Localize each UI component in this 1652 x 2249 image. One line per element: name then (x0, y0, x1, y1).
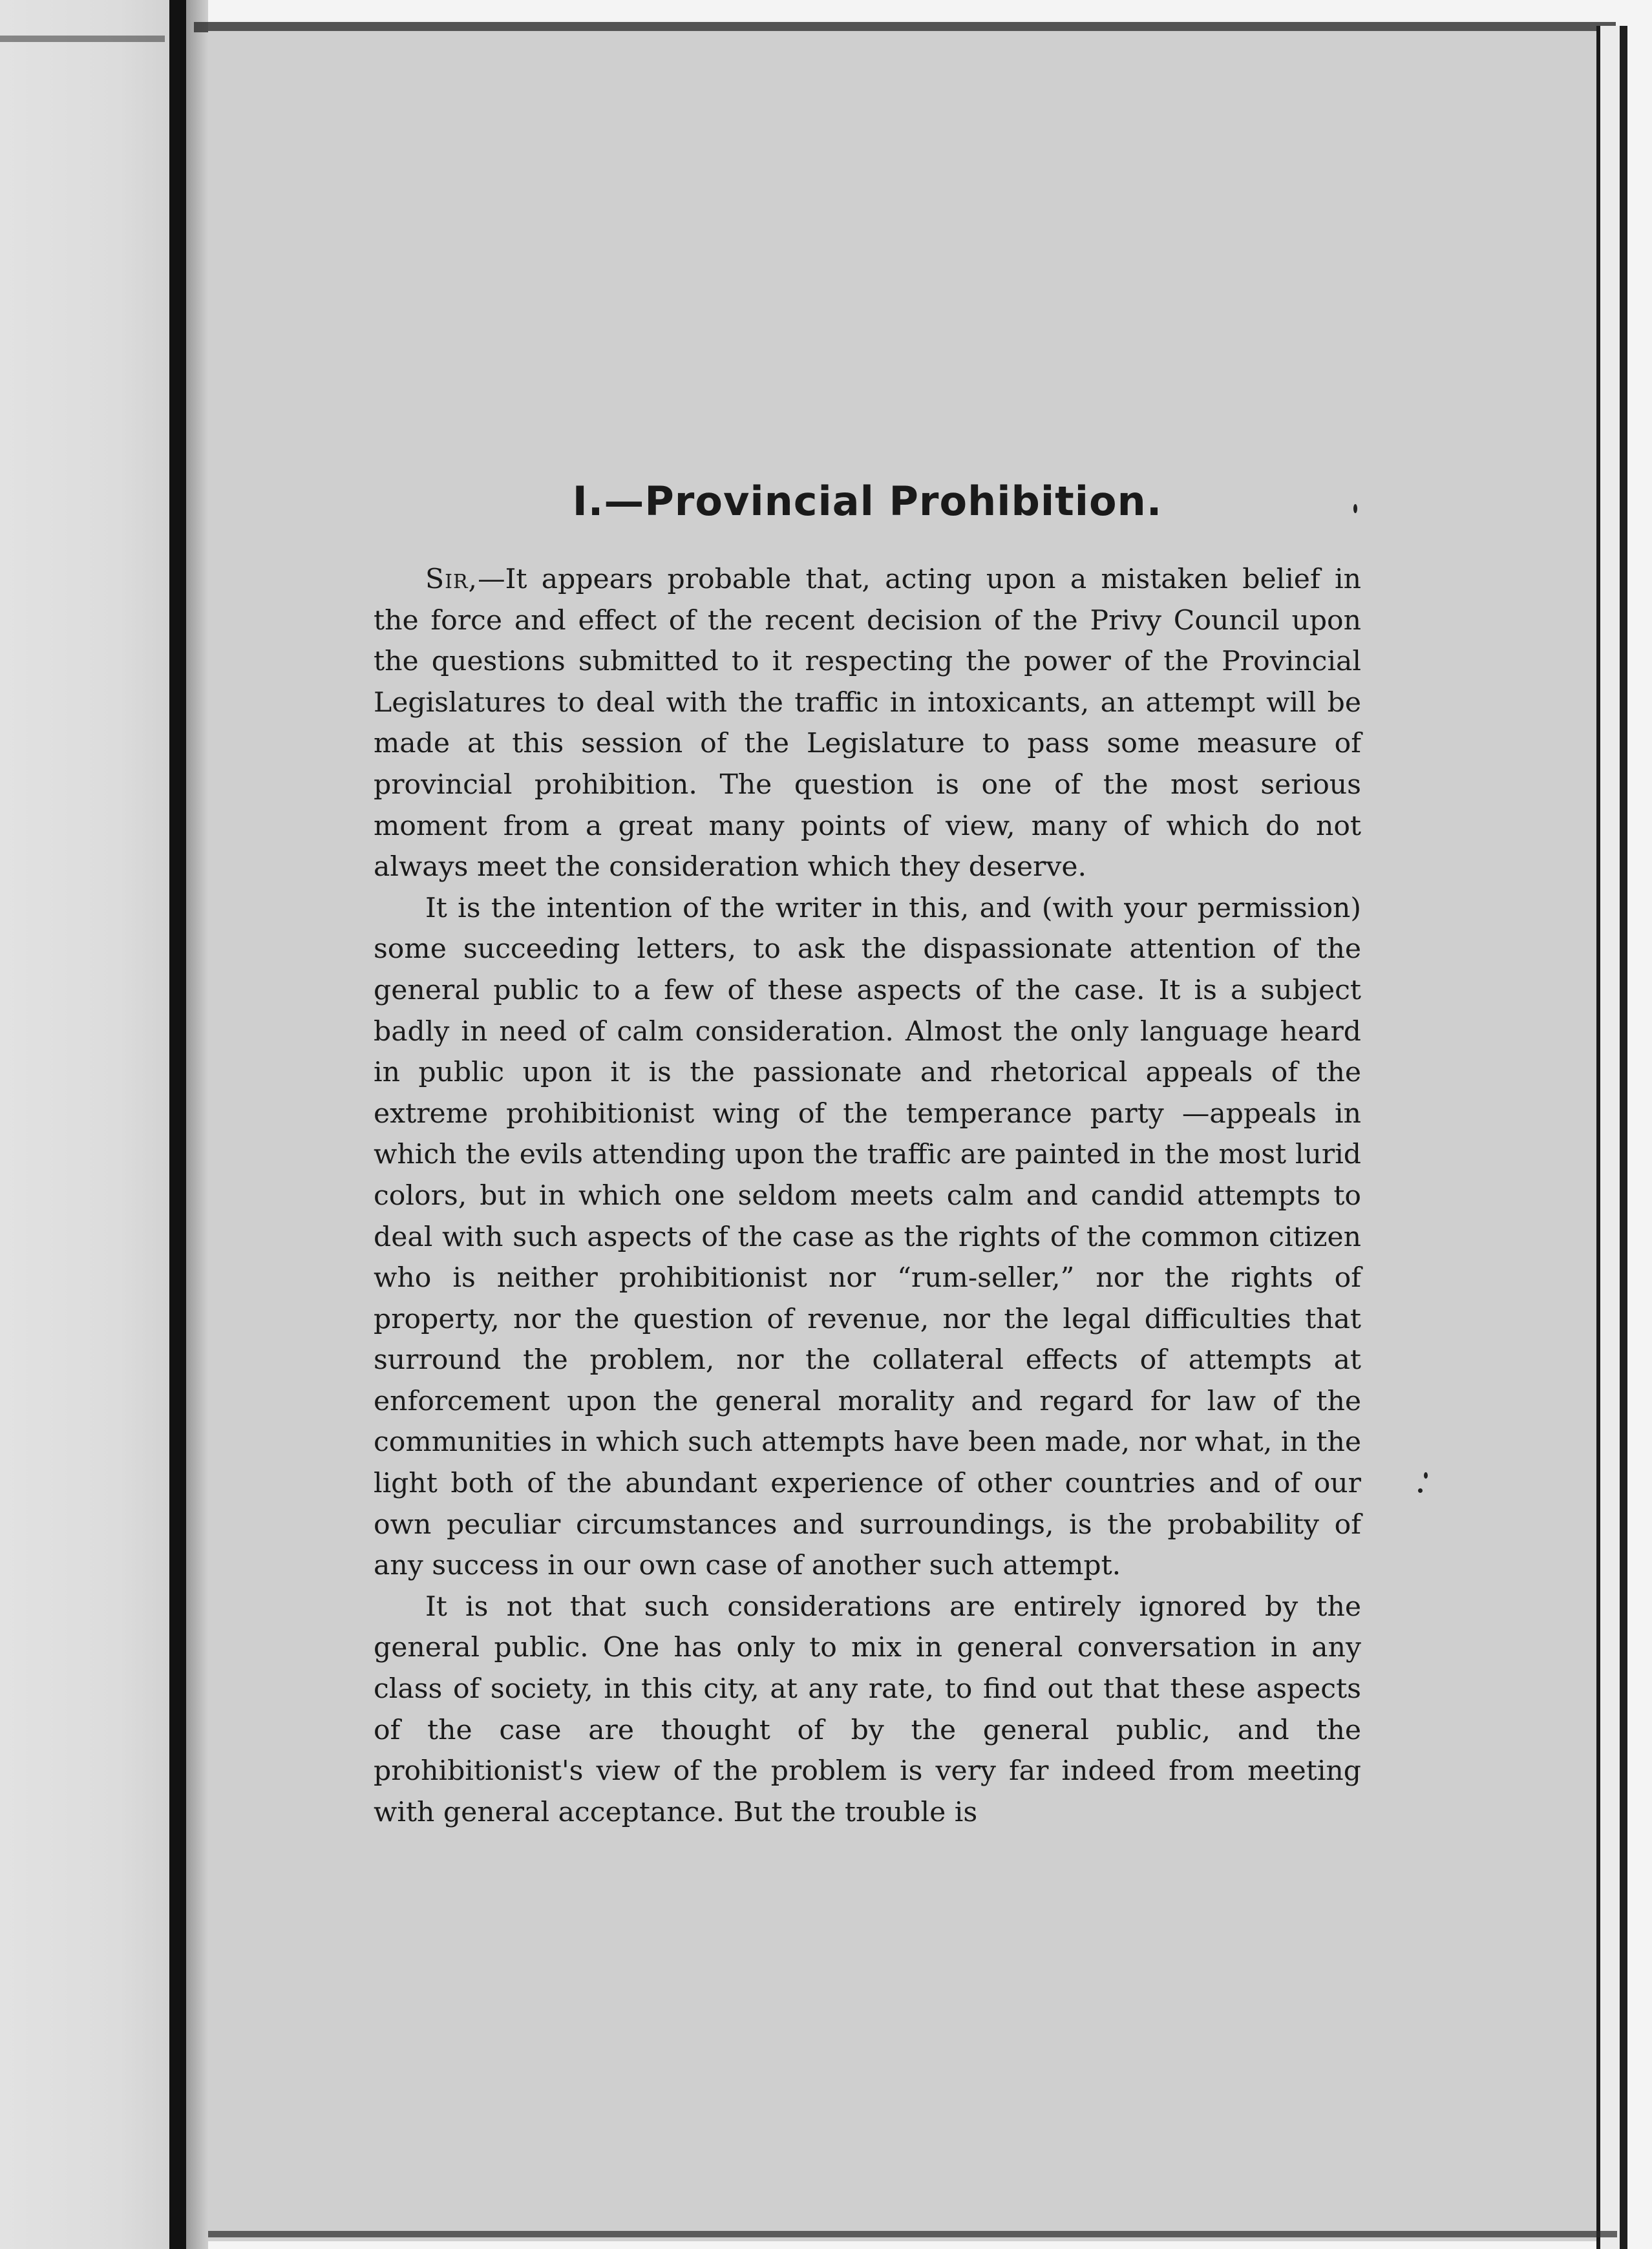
page-title: I.—Provincial Prohibition. (572, 478, 1163, 525)
right-page-edge-dark (1620, 26, 1627, 2249)
left-facing-page (0, 0, 169, 2249)
paragraph-text: —It appears probable that, acting upon a mistaken belief in the force and effect of the recent decision of the Privy Council upon the questions submitted to it respecting the power of the Provincial Legislatures to deal with the traffic in intoxicants, an attempt will be made at this session of the Legislature to pass some measure of provincial prohibition. The question is one of the most serious moment from a great many points of view, many of which do not always meet the consideration which they deserve. (374, 564, 1361, 883)
text-column (374, 478, 1361, 1833)
page-bottom-edge (208, 2231, 1617, 2237)
gutter-shadow (186, 0, 208, 2249)
salutation: Sir, (425, 564, 478, 595)
speck (1424, 1472, 1428, 1479)
paragraph (374, 559, 1361, 888)
paragraph: It is the intention of the writer in this, and (with your permission) some succeeding letters, to ask the dispassionate attention of the general public to a few of these aspects of the case. It is a subject badly in need of calm consideration. Almost the only language heard in public upon it is the passionate and rhetorical appeals of the extreme prohibitionist wing of the temperance party —appeals in which the evils attending upon the traffic are painted in the most lurid colors, but in which one seldom meets calm and candid attempts to deal with such aspects of the case as the rights of the common citizen who is neither prohibitionist nor “rum-seller,” nor the rights of property, nor the question of revenue, nor the legal difficulties that surround the problem, nor the collateral effects of attempts at enforcement upon the general morality and regard for law of the communities in which such attempts have been made, nor what, in the light both of the abundant experience of other countries and of our own peculiar circumstances and surroundings, is the probability of any success in our own case of another such attempt. (374, 892, 1361, 1582)
paragraph: It is not that such considerations are entirely ignored by the general public. One has only to mix in general conversation in any class of society, in this city, at any rate, to find out that these aspects of the case are thought of by the general public, and the prohibitionist's view of the problem is very far indeed from meeting with general acceptance. But the trouble is (374, 1590, 1361, 1828)
speck (1418, 1488, 1423, 1493)
left-page-top-rule (0, 36, 165, 42)
book-gutter (169, 0, 186, 2249)
right-margin (1627, 26, 1652, 2249)
right-page-edge (1596, 26, 1620, 2249)
